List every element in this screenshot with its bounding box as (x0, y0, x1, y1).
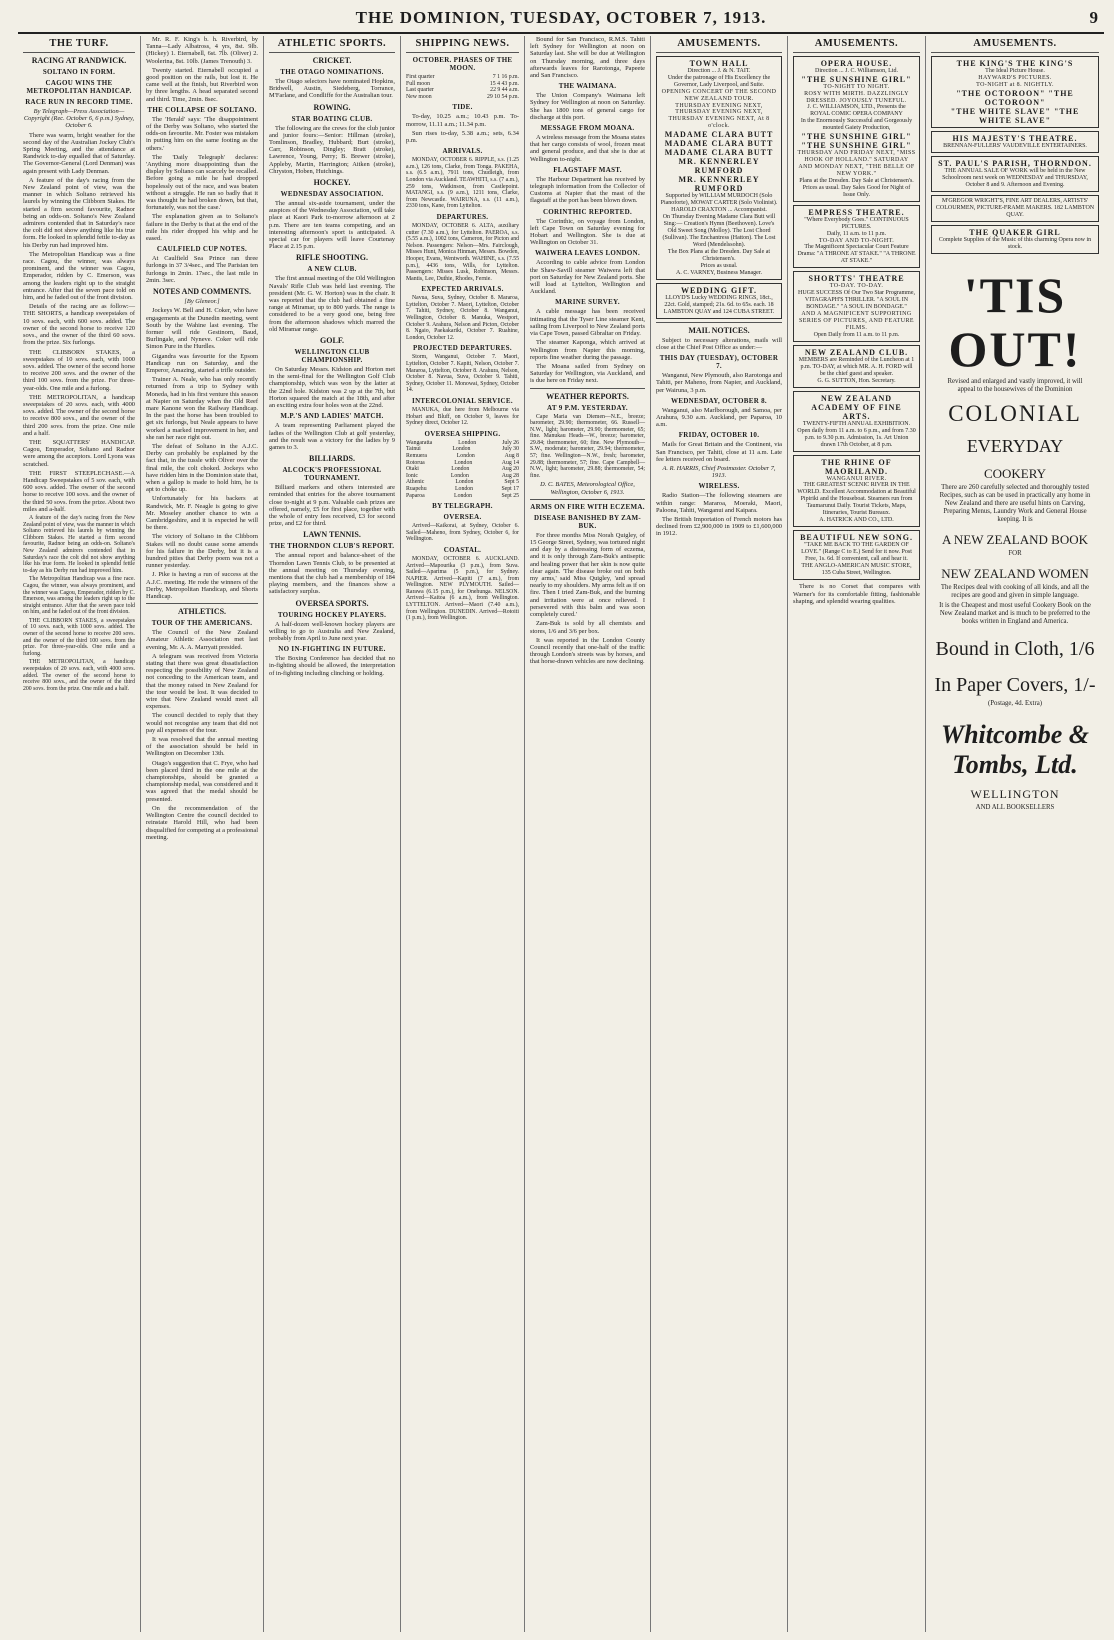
ad-text: THE ANGLO-AMERICAN MUSIC STORE, 135 Cuba Street, Wellington. (801, 563, 912, 577)
subheadline: STAR BOATING CLUB. (291, 114, 373, 123)
paragraph: MONDAY, OCTOBER 6. ALTA, auxiliary cutter (7.30 a.m.), for Lyttelton. PAEROA, s.s. (5.55 a.m.), 1002 tons, Cameron, for Picton and Nelson. Passengers: Nelson—Mrs. Fairclough, Misses Hunt, Monica Hinman, Messrs. Bowden, Hooper, Evans, Wentworth. WAHINE, s.s. (7.55 p.m.), 4436 tons, Wills, for Lyttelton. Passengers: Misses Lusk, Robinson, Messrs. Mantis, Lee, Duthie, Rhodes, Fernie. (406, 222, 519, 282)
ad-text: THE GREATEST SCENIC RIVER IN THE WORLD. Excellent Accommodation at Beautiful Pipiriki and the Houseboat. Steamers run from Taumarunui Daily. Tourist Tickets, Maps, Itineraries, Tourist Bureaux. (797, 482, 916, 517)
list-item (406, 493, 519, 500)
section-title-shipping: SHIPPING NEWS. (406, 38, 519, 53)
masthead (18, 6, 1104, 34)
divider (530, 388, 645, 389)
list-item (406, 74, 519, 81)
ad-price: Bound in Cloth, 1/6 (935, 637, 1095, 660)
paragraph: It was resolved that the annual meeting of the association should be held in Wellington on December 13th. (146, 736, 258, 758)
paragraph: The 'Daily Telegraph' declares: 'Anything more disappointing than the display by Soltano can scarcely be recalled. Before going a mile he had dropped hopelessly out of the race, and was beaten without a struggle. He ran so badly that it was thought he had broken down, but that, fortunately, was not the case.' (146, 153, 258, 212)
list-cell: Otaki (406, 466, 419, 473)
list-cell: 22 9 44 a.m. (490, 87, 519, 94)
ad-text: LLOYD'S Lucky WEDDING RINGS, 18ct., 22ct. Gold, stamped; 21s. 6d. to 65s. each. 18 LAMBTON QUAY and 124 CUBA STREET. (663, 294, 775, 315)
ad-text: Direction ... J. & N. TAIT. (687, 68, 751, 74)
advertisement-empress-theatre (793, 205, 920, 269)
ad-book-title: EVERYDAY (966, 435, 1064, 456)
paragraph: THE CLIBBORN STAKES, a sweepstakes of 10 sovs. each, with 1000 sovs. added. The owner of the second horse to receive 200 sovs. and the owner of the third 100 sovs. from the prize. For three-year-olds. One mile and a furlong. (23, 617, 135, 657)
headline: THE COLLAPSE OF SOLTANO. (147, 105, 257, 114)
advertisement-quaker-girl (931, 225, 1099, 254)
ad-text: Supported by WILLIAM MURDOCH (Solo Pianoforte), MOWAT CARTER (Solo Violinist). (660, 192, 778, 206)
paragraph: Details of the racing are as follow:— THE SHORTS, a handicap sweepstakes of 10 sovs. each, with 600 sovs. added. The owner of the second horse to receive 120 sovs., and the owner of the third 60 sovs. from the prize. Six furlongs. (23, 303, 135, 347)
list-item (406, 479, 519, 486)
list-cell: Rotorua (406, 459, 425, 466)
subheadline: WAIWERA LEAVES LONDON. (534, 249, 641, 258)
list-cell: Sept 17 (501, 485, 519, 492)
ad-book-title: COLONIAL (948, 400, 1082, 426)
advertisement-kings-theatre (931, 56, 1099, 128)
paragraph: The Moana sailed from Sydney on Saturday for Wellington, via Auckland, and is due here on Friday next. (530, 362, 645, 385)
ad-text: HUGE SUCCESS Of Our Two Star Programme, VITAGRAPH'S THRILLER. "A SOUL IN BONDAGE." "A SOUL IN BONDAGE." (798, 290, 915, 311)
ad-title: NEW ZEALAND ACADEMY OF FINE ARTS. (811, 393, 902, 421)
column-shipping-weather (525, 36, 651, 1632)
signature: D. C. BATES, Meteorological Office, Wellington, October 6, 1913. (540, 481, 635, 496)
signature: A. R. HARRIS, Chief Postmaster. October 7, 1913. (662, 465, 776, 480)
paragraph: The Otago selectors have nominated Hopkins, Bridwell, Austin, Siedeberg, Torrance, M'Farlane, and Condliffe for the Australian tour. (269, 78, 395, 100)
advertisement-nz-club (793, 345, 920, 388)
paragraph: There was warm, bright weather for the second day of the Australian Jockey Club's Spring Meeting, and the attendance at Randwick to-day equalled that of Saturday. The Governor-General (Lord Denman) was again present with Lady Denman. (23, 131, 135, 175)
list-cell: London (452, 446, 471, 453)
paragraph: At Caulfield Sea Prince ran three furlongs in 37 3/4sec., and The Parisian ten furlongs in 2min. 17sec., the last mile in 2min. 3sec. (146, 255, 258, 284)
headline: ROWING. (313, 102, 351, 112)
ad-title: BEAUTIFUL NEW SONG. (800, 533, 913, 543)
list-cell: London (454, 492, 473, 499)
section-title-athletics: ATHLETICS. (177, 607, 227, 617)
ad-headline: 'TIS OUT! (948, 266, 1082, 377)
ad-text: FOR (1008, 549, 1022, 557)
ad-title: OPERA HOUSE. (820, 59, 893, 68)
section-title-athletic-sports: ATHLETIC SPORTS. (269, 38, 395, 53)
section-title-amusements: AMUSEMENTS. (793, 38, 920, 53)
ad-text: THURSDAY AND FRIDAY NEXT, "MISS HOOK OF HOLLAND." SATURDAY AND MONDAY NEXT, "THE BELLE OF NEW YORK." (797, 150, 916, 177)
list-cell: 29 10 54 p.m. (486, 93, 519, 100)
paragraph: Cape Maria van Diemen—N.E., breeze; barometer, 29.90; thermometer, 66. Russell—N.W., light; barometer, 29.90; thermometer, 65; fine. Manukau Heads—W., breeze; barometer, 29.84; thermometer, 60; fine. New Plymouth—S.W., moderate; barometer, 29.94; thermometer, 57; fine. Wellington—N.W., fresh; barometer, 29.88; thermometer, 57; fine. Cape Campbell—N.W., light; barometer, 29.88; thermometer, 54; fine. (530, 413, 645, 479)
ad-text: THE ANNUAL SALE OF WORK will be held in the New Schoolroom next week on WEDNESDAY and THURSDAY, October 8 and 9. Afternoon and Evening. (942, 167, 1088, 188)
subheadline: FRIDAY, OCTOBER 10. (678, 431, 760, 440)
list-cell: London (451, 466, 470, 473)
advertisement-wedding-gift (656, 283, 782, 319)
subheadline: PROJECTED DEPARTURES. (413, 344, 512, 353)
paragraph: A cable message has been received intimating that the Tyser Line steamer Kent, sailing from Liverpool to New Zealand ports via Cape Town, passed Gibraltar on Friday. (530, 308, 645, 338)
list-cell: London (456, 452, 475, 459)
list-cell: Aug 28 (501, 472, 519, 479)
column-shipping-news (401, 36, 525, 1632)
subheadline: OVERSEA SHIPPING. (424, 429, 501, 438)
ad-text: THURSDAY EVENING NEXT, THURSDAY EVENING NEXT, THURSDAY EVENING NEXT, At 8 o'clock. (668, 102, 770, 129)
ad-title: TOWN HALL (689, 59, 749, 68)
column-racing-notes (141, 36, 264, 1632)
list-item (406, 94, 519, 101)
ad-text: "TAKE ME BACK TO THE GARDEN OF LOVE." (Range C to E.) Send for it now. Post Free, 1s. 6d. If convenient, call and hear it. (801, 542, 912, 563)
paragraph: Billiard markers and others interested are reminded that entries for the above tournament close to-night at 9 p.m. Valuable cash prizes are offered, namely, £5 for first place, together with the whole of entry fees received, £3 for second prize, and £2 for third. (269, 484, 395, 528)
paragraph: Trainer A. Neale, who has only recently returned from a trip to Sydney with Moneda, had in his first venture this season at Napier on Saturday when the Old Reef mare Kanone won the Railway Handicap. In the past the horse has been troubled to get six furlongs, but Neale appears to have worked a marked improvement in her, and she ran her race right out. (146, 376, 258, 441)
ad-text: The Box Plans at the Dresden. Day Sale at Christensen's. (667, 248, 771, 262)
list-item (406, 87, 519, 94)
paragraph: The annual report and balance-sheet of the Thorndon Lawn Tennis Club, to be presented at the annual meeting on Thursday evening, mentions that the club had a membership of 184 playing members, and the finances show a satisfactory surplus. (269, 552, 395, 596)
list-item (406, 460, 519, 467)
advertisement-academy (793, 391, 920, 452)
headline: NOTES AND COMMENTS. (152, 287, 251, 297)
ad-performer: MR. KENNERLEY RUMFORD (678, 156, 760, 175)
ad-text: M'GREGOR WRIGHT'S, FINE ART DEALERS, ARTISTS' COLOURMEN, PICTURE-FRAME MAKERS. 182 LAMBTON QUAY. (935, 197, 1095, 218)
subheadline: THE WAIMANA. (558, 82, 617, 91)
subheadline: INTERCOLONIAL SERVICE. (412, 397, 513, 405)
paragraph: The explanation given as to Soltano's failure in the Derby is that at the end of the mile his rider dropped his whip and he eased. (146, 213, 258, 243)
paragraph: The Council of the New Zealand Amateur Athletic Association met last evening, Mr. A. A. Marryatt presided. (146, 629, 258, 651)
list-cell: First quarter (406, 74, 435, 80)
ad-feature: "THE OCTOROON" "THE OCTOROON" (956, 88, 1074, 107)
paragraph: The Metropolitan Handicap was a fine race. Cagou, the winner, was always prominent, and the winner was Cagou, Emperador, ridden by C. Emerson, was among the leaders right up to the straight entrance. After that the seven pace told on him, and he faded out of the front division. (23, 250, 135, 302)
paragraph: J. Pike is having a run of success at the A.J.C. meeting. He rode the winners of the Derby, Metropolitan Handicap, and Shorts Handicap. (146, 571, 258, 601)
subheadline: NO IN-FIGHTING IN FUTURE. (278, 645, 386, 654)
list-cell: Ionic (406, 472, 418, 479)
ad-title: THE RHINE OF MAORILAND. (821, 457, 892, 476)
paragraph: There is no Corset that compares with Warner's for its comfortable fitting, fashionable shaping, and splendid wearing qualities. (793, 583, 920, 605)
advertisement-his-majestys (931, 131, 1099, 153)
paragraph: The Union Company's Waimana left Sydney for Wellington at noon on Saturday. She has 1800 tons of general cargo for discharge at this port. (530, 92, 645, 121)
paragraph: THE FIRST STEEPLECHASE.—A Handicap Sweepstakes of 5 sov. each, with 600 sovs. added. The owner of the second horse to receive 100 sovs. and the owner of the third 50 sovs. from the prize. About two miles and a-half. (23, 469, 135, 513)
paragraph: A wireless message from the Moana states that her cargo consists of wool, frozen meat and general produce, and that she is due at Wellington to-night. (530, 134, 645, 163)
ad-title: THE KING'S THE KING'S (956, 59, 1074, 68)
ad-text: G. G. SUTTON, Hon. Secretary. (817, 377, 896, 384)
advertisement-mcgregor-wright (931, 195, 1099, 222)
paragraph: A half-dozen well-known hockey players are willing to go to Australia and New Zealand, probably from April to June next year. (269, 620, 395, 642)
ad-text: Direction ... J. C. Williamson, Ltd. (815, 68, 898, 74)
subheadline: COASTAL. (443, 545, 482, 554)
paragraph: The Harbour Department has received by telegraph information from the Collector of Customs at Napier that the mast of the flagstaff at the port has been blown down. (530, 175, 645, 205)
ad-text: The Recipes deal with cooking of all kinds, and all the recipes are good and given in simple language. (940, 583, 1090, 599)
list-item (406, 473, 519, 480)
list-cell: London (455, 479, 474, 486)
subheadline: THE OTAGO NOMINATIONS. (280, 68, 384, 76)
list-cell: Sept 25 (501, 492, 519, 499)
list-cell: Sept 5 (504, 479, 519, 486)
paragraph: The British Importation of French motors has declined from £2,900,000 in 1909 to £1,600,000 in 1912. (656, 516, 782, 538)
ad-text: TO-DAY. TO-DAY. (829, 283, 884, 290)
ad-title: WEDDING GIFT. (681, 285, 757, 295)
ad-feature: "THE SUNSHINE GIRL" (801, 75, 912, 84)
paragraph: A feature of the day's racing from the New Zealand point of view, was the manner in which Soltano retrieved his laurels by winning the Clibborn Stakes. He started a firm second favourite, Radnor being an odds-on. Soltano's New Zealand admirers contended that in Saturday's race the colt did not show anything like his true form. He looked in splendid fettle to-day as his Derby run had improved him. (23, 514, 135, 574)
paragraph: The following are the crews for the club junior and junior fours:—Senior: Hillman (stroke), Tomlinson, Bradley, Hubbard; Burt (stroke), Carr, Robinson, Dingley; Bratt (stroke), Lawrence, Young, Perry; B. Brewer (stroke), Appleby, Martin, Harrington; Aitken (stroke), Chryston, Hoben, Hutchings. (269, 124, 395, 175)
ad-text: TO-NIGHT TO NIGHT. (823, 84, 890, 90)
list-item (406, 81, 519, 88)
ad-text: AND A MAGNIFICENT SUPPORTING SERIES OF PICTURES, AND FEATURE FILMS. (799, 311, 914, 331)
list-cell: London (458, 439, 477, 446)
headline: LAWN TENNIS. (303, 530, 361, 540)
list-cell: Remuera (406, 452, 427, 459)
ad-performer: MADAME CLARA BUTT (664, 138, 774, 148)
ad-text: There are 260 carefully selected and thoroughly tested Recipes, such as can be used in practically any home in New Zealand and there are useful hints on Carving, Preparing Menus, Laundry Work and General House keeping. It is (939, 483, 1091, 523)
paragraph: THE METROPOLITAN, a handicap sweepstakes of 20 sovs. each, with 4000 sovs. added. The owner of the second horse to receive 800 sovs., and the owner of the third 200 sovs. from the prize. One mile and a half. (23, 659, 135, 692)
advertisement-shortts-theatre (793, 271, 920, 341)
headline: CAULFIELD CUP NOTES. (156, 245, 248, 254)
paragraph: On the recommendation of the Wellington Centre the council decided to reinstate Harold Hill, who had been disqualified for competing at a professional meeting. (146, 804, 258, 841)
list-item (406, 466, 519, 473)
ad-text: On Thursday Evening Madame Clara Butt will Sing:— Creation's Hymn (Beethoven). Love's Old Sweet Song (Molloy). The Lost Chord (Sullivan). The Enchantress (Hatton). The Lost Word (Mendelssohn). (662, 213, 776, 248)
subheadline: AT 9 P.M. YESTERDAY. (547, 403, 628, 412)
ad-text: J. C. WILLIAMSON, LTD., Presents the ROYAL COMIC OPERA COMPANY (807, 104, 906, 118)
ad-text: AND ALL BOOKSELLERS (975, 803, 1055, 811)
ad-title: THE QUAKER GIRL (969, 227, 1061, 237)
paragraph: MANUKA, due here from Melbourne via Hobart and Bluff, on October 9, leaves for Sydney direct, October 12. (406, 407, 519, 427)
paragraph: Zam-Buk is sold by all chemists and stores, 1/6 and 3/6 per box. (530, 620, 645, 635)
ad-text: TO-NIGHT at 8. NIGHTLY. (976, 81, 1054, 88)
subheadline: MARINE SURVEY. (555, 298, 620, 307)
paragraph: Sun rises to-day, 5.38 a.m.; sets, 6.34 p.m. (406, 129, 519, 144)
divider (146, 603, 258, 604)
paragraph: A telegram was received from Victoria stating that there was great dissatisfaction respecting the possibility of New Zealand not conceding to the American team, and that the money raised in New Zealand for the tour would be lost. It was decided to wire that New Zealand would meet all expenses. (146, 652, 258, 711)
paragraph: Unfortunately for his backers at Randwick, Mr. F. Neagle is going to give Mr. Moseley another chance to win a Cambridgeshire, and it is expected he will be there. (146, 495, 258, 532)
paragraph: MONDAY, OCTOBER 6. AUCKLAND. Arrived—Mapourika (3 p.m.), from Suva. Sailed—Aparima (5 p.m.), for Sydney. NAPIER. Arrived—Kapiti (7 a.m.), from Wellington. NEW PLYMOUTH. Sailed—Rarawa (6.15 p.m.), for Onehunga. NELSON. Arrived—Kaitoa (6 a.m.), from Wellington. LYTTELTON. Arrived—Maori (7.40 a.m.), from Wellington. DUNEDIN. Arrived—Rotoiti (1 p.m.), from Wellington. (406, 555, 519, 622)
ad-performer: MADAME CLARA BUTT (664, 147, 774, 157)
moon-phases-list (406, 74, 519, 100)
subheadline: ALCOCK'S PROFESSIONAL TOURNAMENT. (282, 466, 382, 483)
advertisement-colonial-cookery (931, 268, 1099, 812)
ad-text: A. C. VARNEY, Business Manager. (675, 269, 762, 276)
paragraph: Jockeys W. Bell and H. Coker, who have engagements at the Dunedin meeting, went South by the Wahine last evening. The former will ride Gestinorn, Baud, Burlingale, and Nyneve. Coker will ride Simon Pure in the Hurdles. (146, 307, 258, 351)
ad-text: TO-DAY AND TO-NIGHT. (818, 237, 895, 244)
paragraph: According to cable advice from London the Shaw-Savill steamer Waiwera left that port on Saturday for New Zealand ports. She will load at Lyttelton, Wellington and Auckland. (530, 259, 645, 296)
paragraph: The Boxing Conference has decided that no in-fighting should be allowed, the interpretation of in-fighting including clinching or holding. (269, 655, 395, 677)
ad-performer: MADAME CLARA BUTT (664, 129, 774, 139)
ad-publisher: Whitcombe & Tombs, Ltd. (940, 719, 1090, 779)
ad-text: Revised and enlarged and vastly improved, it will appeal to the housewives of the Dominion (947, 377, 1083, 393)
oversea-shipping-list (406, 440, 519, 499)
column-turf (18, 36, 141, 1632)
list-cell: July 26 (502, 439, 519, 446)
paragraph: Gigandra was favourite for the Epsom Handicap run on Saturday, and the Emperor, Amazing, started a trifle outsider. (146, 352, 258, 374)
ad-text: HAYWARD'S PICTURES. (978, 75, 1052, 81)
advertisement-new-song (793, 530, 920, 580)
subheadline: OCTOBER. PHASES OF THE MOON. (412, 56, 513, 72)
ad-text: In the Enormously Successful and Gorgeously mounted Gaiety Production, (800, 118, 913, 132)
list-cell: Ruapehu (406, 485, 427, 492)
subheadline: WIRELESS. (698, 482, 740, 491)
subheadline: CORINTHIC REPORTED. (542, 207, 633, 216)
paragraph: To-day, 10.25 a.m.; 10.43 p.m. To-morrow, 11.11 a.m.; 11.34 p.m. (406, 113, 519, 128)
headline: BILLIARDS. (308, 454, 355, 464)
paragraph: The council decided to reply that they would not recognise any team that did not pay all expenses of the tour. (146, 712, 258, 734)
divider (656, 322, 782, 323)
ad-text: "Where Everybody Goes." CONTINUOUS PICTURES. (804, 216, 909, 230)
column-amusements-theatres (788, 36, 926, 1632)
paragraph: MONDAY, OCTOBER 6. RIPPLE, s.s. (1.25 a.m.), 126 tons, Clarke, from Tonga. PAKEHA, s.s. (6.5 a.m.), 7911 tons, Chudleigh, from London via Auckland. TEAWHITI, s.s. (7 a.m.), 259 tons, Watkinson, from Castlepoint. MATANGI, s.s. (9 a.m.), 1211 tons, Clarke, from Newcastle. WAIRUNA, s.s. (11 a.m.), 2330 tons, Kane, from Lyttelton. (406, 157, 519, 210)
list-cell: Full moon (406, 80, 430, 87)
subheadline: A NEW CLUB. (307, 265, 357, 274)
headline: HOCKEY. (313, 178, 351, 188)
paragraph: THE CLIBBORN STAKES, a sweepstakes of 10 sovs. each, with 1000 sovs. added. The owner of the second horse to receive 200 sovs. and the owner of the third 100 sovs. from the prize. For three-year-olds. One mile and a furlong. (23, 348, 135, 392)
paragraph: Wanganui, also Marlborough, and Samoa, per Arahura, 9.30 a.m. Auckland, per Paparoa, 10 a.m. (656, 406, 782, 429)
ad-text: Under the patronage of His Excellency the Governor, Lady Liverpool, and Suite. (667, 75, 771, 88)
list-cell: Aug 14 (501, 459, 519, 466)
section-title-turf: THE TURF. (23, 38, 135, 53)
ad-text: Daily, 11 a.m. to 11 p.m. (826, 230, 887, 237)
paragraph: A feature of the day's racing from the New Zealand point of view, was the manner in which Soltano retrieved his laurels by winning the Clibborn Stakes. He started a firm second favourite, Radnor being an odds-on. Soltano's New Zealand admirers contended that in Saturday's race the colt did not show anything like his true form. He looked in splendid fettle to-day as his Derby run had improved him. (23, 176, 135, 249)
paragraph: It was reported in the London County Council recently that one-half of the traffic through London's streets was by horses, and that horse-drawn vehicles are now declining. (530, 636, 645, 666)
ad-text: Prices as usual. (700, 262, 738, 269)
paragraph: Mr. R. F. King's b. h. Riverbird, by Tanna—Lady Albatross, 4 yrs, 8st. 9lb. (Hickey) 1. Eternabell, 6st. 7lb. (Oliver) 2. Woolerina, 8st. 10lb. (James Trenouth) 3. (146, 36, 258, 65)
ad-performer: MR. KENNERLEY RUMFORD (678, 174, 760, 193)
headline: RIFLE SHOOTING. (295, 253, 368, 263)
list-item (406, 440, 519, 447)
subheadline: WEDNESDAY, OCTOBER 8. (671, 396, 767, 405)
subheadline: OVERSEA. (443, 513, 482, 522)
headline: GOLF. (320, 336, 344, 346)
paragraph: Mails for Great Britain and the Continent, via San Francisco, per Tahiti, close at 11 a.m. Late fee letters received on board. (656, 441, 782, 463)
ad-text: (Postage, 4d. Extra) (988, 699, 1042, 707)
subheadline: THIS DAY (TUESDAY), OCTOBER 7. (659, 354, 779, 371)
ad-text: HAROLD CRAXTON ... Accompanist. (671, 206, 767, 213)
list-cell: 7 1 16 p.m. (492, 74, 519, 80)
ad-title: HIS MAJESTY'S THEATRE. (952, 133, 1078, 143)
ad-text: WANGANUI RIVER. (826, 475, 887, 482)
paragraph: Wanganui, New Plymouth, also Rarotonga and Tahiti, per Maheno, from Napier, and Auckland, per Wairuna, 3 p.m. (656, 372, 782, 394)
paragraph: The first annual meeting of the Old Wellington Navals' Rifle Club was held last evening. The president (Mr. G. W. Horton) was in the chair. It was reported that the club had obtained a fine range at Miramar, up to 800 yards. The range is considered to be a very good one, being free from the afternoon shadows which marred the old Miramar range. (269, 275, 395, 333)
subheadline: M.P.'S AND LADIES' MATCH. (280, 412, 384, 421)
ad-feature: "THE WHITE SLAVE" "THE WHITE SLAVE" (950, 106, 1080, 125)
headline: OVERSEA SPORTS. (295, 598, 369, 608)
ad-text: Open Daily from 11 a.m. to 11 p.m. (813, 331, 900, 338)
byline: [By Gleneor.] (184, 298, 220, 306)
ad-text: ROSY WITH MIRTH. DAZZLINGLY DRESSED. JOYOUSLY TUNEFUL. (804, 90, 909, 104)
paragraph: Storm, Wanganui, October 7. Maori, Lyttelton, October 7. Kapiti, Nelson, October 7. Mararoa, Lyttelton, October 8. Arahura, Nelson, October 8. Navua, Suva, October 9. Tahiti, Sydney, October 11. Monowai, Sydney, October 14. (406, 354, 519, 394)
list-cell: Athenic (406, 479, 425, 486)
ad-title: SHORTTS' THEATRE (808, 274, 905, 284)
subheadline: TIDE. (452, 103, 473, 112)
ad-title: ST. PAUL'S PARISH, THORNDON. (938, 158, 1092, 168)
headline: RACING AT RANDWICK. (31, 56, 127, 65)
list-cell: London (455, 485, 474, 492)
list-cell: Last quarter (406, 87, 434, 94)
paragraph: Bound for San Francisco, R.M.S. Tahiti left Sydney for Wellington at noon on Saturday last. She will be due at Wellington on Thursday morning, and three days afterwards leaves for Rarotonga, Papeete and San Francisco. (530, 36, 645, 80)
section-title-amusements: AMUSEMENTS. (931, 38, 1099, 53)
paragraph: Navua, Suva, Sydney, October 8. Mararoa, Lyttelton, October 7. Maori, Lyttelton, October 7. Tahiti, Sydney, October 8. Wanganui, Wellington, October 8. Manuka, Westport, October 9. Arahura, Nelson and Picton, October 8. Ngaio, Paekakariki, October 7. Ruahine, London, October 12. (406, 295, 519, 341)
paragraph: The 'Herald' says: 'The disappointment of the Derby was Soltano, who started the odds-on favourite. Mr. Foster was mistaken in putting him on the same footing as the others.' (146, 115, 258, 152)
paragraph: The steamer Kaponga, which arrived at Wellington from Napier this morning, reports fine weather during the passage. (530, 339, 645, 361)
subheadline: BY TELEGRAPH. (432, 502, 493, 511)
ad-text: It is the Cheapest and most useful Cookery Book on the New Zealand market and is much to be preferred to the books written in England and America. (939, 601, 1091, 625)
ad-feature: "THE SUNSHINE GIRL" (801, 132, 912, 142)
column-amusements-kings (926, 36, 1104, 1632)
subheadline: THE THORNDON CLUB'S REPORT. (269, 542, 395, 551)
subheadline: WEDNESDAY ASSOCIATION. (280, 190, 384, 199)
list-cell: London (454, 459, 473, 466)
list-item (406, 446, 519, 453)
ad-feature: "THE SUNSHINE GIRL" (801, 141, 912, 151)
subheadline: ARRIVALS. (442, 147, 483, 156)
ad-price: In Paper Covers, 1/- (934, 673, 1096, 696)
page-number: 9 (1089, 8, 1098, 27)
ad-text: A. HATRICK AND CO., LTD. (819, 517, 894, 524)
paragraph: THE METROPOLITAN, a handicap sweepstakes of 20 sovs. each, with 4000 sovs. added. The owner of the second horse to receive 800 sovs., and the owner of the third 200 sovs. from the prize. One mile and a half. (23, 393, 135, 437)
list-item (406, 453, 519, 460)
list-cell: New moon (406, 93, 432, 100)
subheadline: MESSAGE FROM MOANA. (540, 124, 635, 133)
headline: CAGOU WINS THE METROPOLITAN HANDICAP. (26, 79, 132, 95)
headline-mail-notices: MAIL NOTICES. (688, 325, 750, 335)
advertisement-opera-house (793, 56, 920, 202)
masthead-title: THE DOMINION, TUESDAY, OCTOBER 7, 1913. (355, 8, 767, 27)
headline: SOLTANO IN FORM. (42, 68, 116, 76)
ad-text: The Ideal Picture House. (985, 68, 1045, 74)
ad-text: TWENTY-FIFTH ANNUAL EXHIBITION. Open daily from 11 a.m. to 6 p.m., and from 7.30 p.m. to 9.30 p.m. Admission, 1s. Art Union drawn 17th October, at 8 p.m. (797, 420, 916, 448)
paragraph: Radio Station—The following steamers are within range: Mararoa, Moeraki, Maori, Paloona, Tahiti, Wanganui and Kaipara. (656, 492, 782, 514)
subheadline: DEPARTURES. (436, 212, 489, 221)
paragraph: The Metropolitan Handicap was a fine race. Cagou, the winner, was always prominent, and the winner was Cagou, Emperador, ridden by C. Emerson, was among the leaders right up to the straight entrance. After that the seven pace told on him, and he faded out of the front division. (23, 576, 135, 616)
ad-book-title: COOKERY (983, 465, 1047, 481)
headline: RACE RUN IN RECORD TIME. (25, 98, 133, 106)
subheadline: WELLINGTON CLUB CHAMPIONSHIP. (294, 348, 370, 365)
paragraph: Twenty started. Eternabell occupied a good position on the rails, but lost it. He came well at the finish, but Riverbird won by three lengths. A head separated second and third. Time, 2min. 8sec. (146, 66, 258, 103)
paragraph: Otago's suggestion that C. Frye, who had been placed third in the one mile at the championships, should be granted a championship medal, was considered and it was agreed that the medal should be presented. (146, 759, 258, 803)
paragraph: The Corinthic, on voyage from London, left Cape Town on Saturday evening for Hobart and Wellington. She is due at Wellington on October 31. (530, 217, 645, 247)
headline: TOUR OF THE AMERICANS. (151, 619, 253, 628)
list-cell: Wangaratta (406, 439, 433, 446)
subheadline: EXPECTED ARRIVALS. (421, 285, 504, 294)
ad-text: Complete Supplies of the Music of this charming Opera now in stock. (938, 236, 1092, 250)
ad-text: BRENNAN-FULLERS' VAUDEVILLE ENTERTAINERS. (943, 142, 1087, 149)
list-cell: Tainui (406, 446, 421, 453)
paragraph: The annual six-aside tournament, under the auspices of the Wednesday Association, will take place at Kaori Park to-morrow afternoon at 2 p.m. There are ten teams competing, and an interesting afternoon's sport is anticipated. A special car for players will leave Courtenay Place at 2.15 p.m. (269, 200, 395, 251)
ad-text: Plans at the Dresden. Day Sale at Christensen's. Prices as usual. Day Sales Good for Night of Issue Only. (799, 177, 914, 198)
ad-subhead: NEW ZEALAND WOMEN (941, 565, 1089, 581)
list-cell: 15 4 43 p.m. (489, 80, 519, 87)
subheadline: FLAGSTAFF MAST. (553, 165, 622, 174)
list-cell: Paparoa (406, 492, 425, 499)
advertisement-wanganui-river (793, 455, 920, 528)
column-athletic-sports (264, 36, 401, 1632)
list-cell: July 30 (502, 446, 519, 453)
paragraph: The defeat of Soltano in the A.J.C. Derby can probably be explained by the fact that, in the tussle with Oliver over the final mile, the colt choked. Jockeys who have ridden him in the Dominion state that, when a gallop is made to hold him, he is apt to choke up. (146, 442, 258, 494)
paragraph: THE SQUATTERS' HANDICAP. Cagou, Emperador, Soltano and Radnor were among the acceptors. Lord Lyons was scratched. (23, 438, 135, 468)
ad-text: The Magnificent Spectacular Court Feature Drama: "A THRONE AT STAKE." "A THRONE AT STAKE." (797, 244, 916, 265)
subheadline: DISEASE BANISHED BY ZAM-BUK. (533, 513, 642, 530)
list-cell: Aug 8 (504, 452, 519, 459)
list-cell: Aug 20 (501, 466, 519, 473)
paragraph: Subject to necessary alterations, mails will close at the Chief Post Office as under:— (656, 336, 782, 351)
advertisement-st-pauls (931, 156, 1099, 192)
divider (530, 499, 645, 500)
ad-city: WELLINGTON (970, 786, 1060, 801)
subheadline: TOURING HOCKEY PLAYERS. (277, 610, 387, 619)
ad-text: OPENING CONCERT OF THE SECOND NEW ZEALAND TOUR. (661, 89, 777, 102)
list-item (406, 486, 519, 493)
ad-text: MEMBERS are Reminded of the Luncheon at 1 p.m. TO-DAY, at which MR. A. H. FORD will be the chief guest and speaker. (798, 356, 915, 377)
paragraph: The victory of Soltano in the Clibborn Stakes will no doubt cause some amends for his failure in the Derby, but it is a hundred pities that Derby poem was not a runner yesterday. (146, 533, 258, 570)
paragraph: On Saturday Messrs. Kidston and Horton met in the semi-final for the Wellington Golf Club championship, which was won by the latter at the 22nd hole. Kidston was 2 up at the 7th, but Horton squared the match at the 18th, and after an exciting extra four holes won at the 22nd. (269, 366, 395, 410)
dateline: By Telegraph—Press Association—Copyright (Rec. October 6, 6 p.m.) Sydney, October 6. (23, 108, 135, 130)
paragraph: A team representing Parliament played the ladies of the Wellington Club at golf yesterday, and the result was a victory for the ladies by 9 games to 3. (269, 422, 395, 451)
paragraph: For three months Miss Norah Quigley, of 15 George Street, Sydney, was tortured night and day by a distressing form of eczema, and it is only through Zam-Buk's antiseptic and healing power that her skin is now quite clear again. 'The disease broke out on both my arms,' said Miss Quigley, 'and spread nearly to my shoulders. My arms felt as if on fire. Then I tried Zam-Buk, and the burning and irritation were at once relieved. I persevered with this balm and was soon completely cured.' (530, 531, 646, 619)
ad-title: EMPRESS THEATRE. (808, 207, 905, 217)
column-amusements-town-hall (651, 36, 788, 1632)
paragraph: Arrived—Kaikorai, at Sydney, October 6. Sailed—Maheno, from Sydney, October 6, for Wellington. (406, 523, 519, 543)
section-title-amusements: AMUSEMENTS. (656, 38, 782, 53)
headline: ARMS ON FIRE WITH ECZEMA. (530, 502, 645, 511)
headline: WEATHER REPORTS. (546, 391, 629, 401)
advertisement-clara-butt (656, 56, 782, 280)
headline: CRICKET. (312, 56, 352, 65)
ad-title: NEW ZEALAND CLUB. (804, 347, 909, 357)
ad-subhead: A NEW ZEALAND BOOK (942, 531, 1088, 547)
list-cell: London (450, 472, 469, 479)
